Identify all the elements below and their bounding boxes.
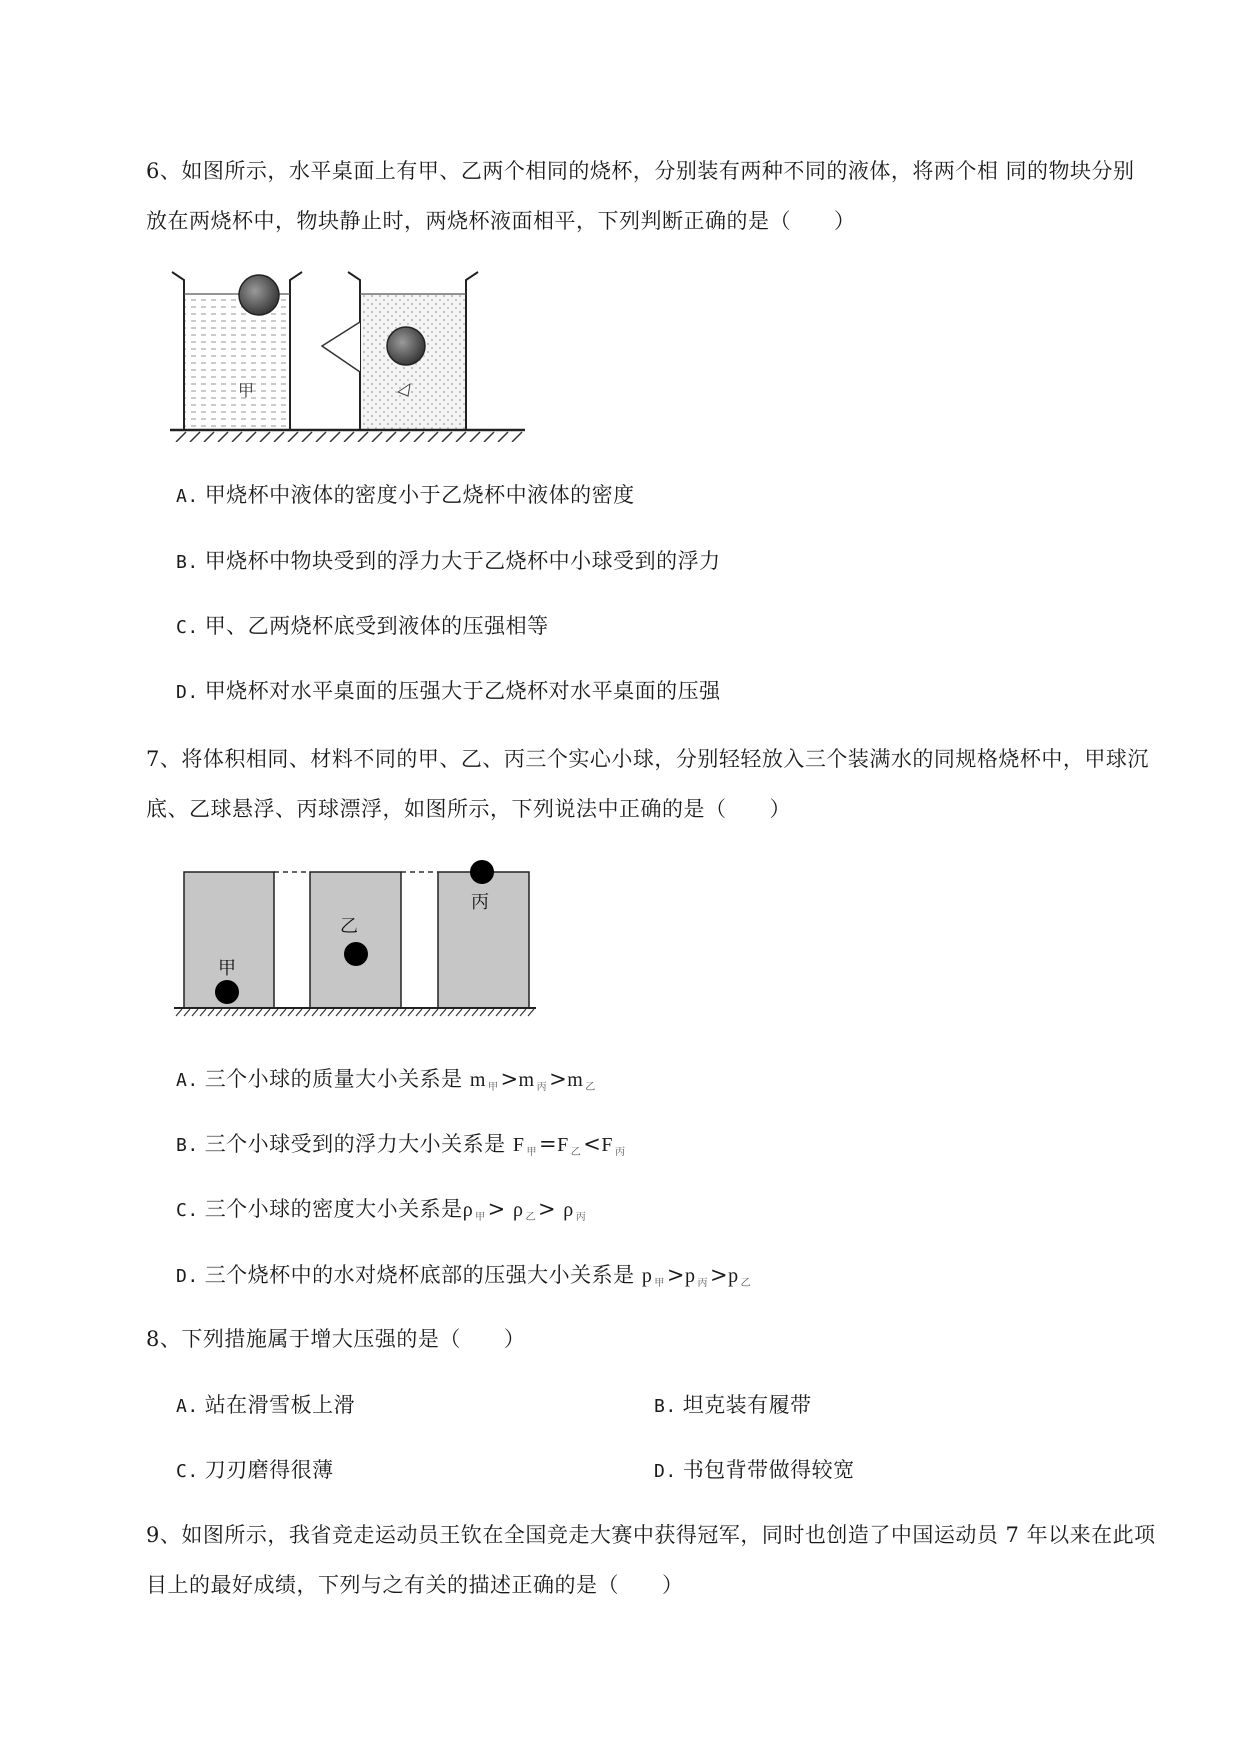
q7-option-b-s1: 甲 (526, 1147, 537, 1158)
q7-option-d[interactable] (176, 1260, 753, 1299)
q8-option-a-label: A. (176, 1396, 199, 1417)
q7-option-a-op2: > (549, 1067, 568, 1091)
q8-option-b[interactable] (654, 1390, 812, 1422)
q6-option-d-text: 甲烧杯对水平桌面的压强大于乙烧杯对水平桌面的压强 (204, 679, 721, 703)
ball-bing-label: 丙 (471, 892, 489, 913)
q7-option-d-s1: 甲 (654, 1278, 665, 1289)
q7-option-b-s2: 乙 (570, 1147, 582, 1158)
q7-option-c-f3: ρ (563, 1199, 574, 1221)
q7-option-c-op1: > (487, 1197, 506, 1221)
q7-option-d-s2: 丙 (697, 1278, 708, 1289)
q7-option-b-f1: F (512, 1134, 525, 1156)
q7-option-d-text: 三个烧杯中的水对烧杯底部的压强大小关系是 (204, 1263, 635, 1287)
q7-option-b-s3: 丙 (614, 1147, 626, 1158)
q7-option-c[interactable] (176, 1194, 588, 1233)
q7-option-b-op1: = (539, 1132, 558, 1156)
q7-option-d-f3: p (728, 1265, 739, 1287)
q8-option-c-label: C. (176, 1461, 199, 1482)
q7-option-a-s1: 甲 (487, 1082, 499, 1093)
table-surface (170, 430, 525, 442)
q7-option-a[interactable] (176, 1064, 598, 1103)
question-7-stem: 7、将体积相同、材料不同的甲、乙、丙三个实心小球，分别轻轻放入三个装满水的同规格烧杯中，甲球沉底、乙球悬浮、丙球漂浮，如图所示，下列说法中正确的是（ ） (146, 747, 1149, 821)
table-surface-7 (174, 1008, 536, 1016)
question-8-stem: 8、下列措施属于增大压强的是（ ） (146, 1327, 526, 1351)
q7-option-d-f1: p (641, 1265, 653, 1287)
q8-option-a[interactable] (176, 1390, 355, 1422)
q7-option-c-s1: 甲 (475, 1212, 486, 1223)
q7-option-c-op2: > (537, 1197, 557, 1221)
q7-option-c-s2: 乙 (525, 1212, 536, 1223)
q6-option-c[interactable] (176, 611, 549, 643)
q7-option-c-f2: ρ (512, 1199, 524, 1221)
q6-option-d[interactable] (176, 676, 721, 708)
q6-option-a-text: 甲烧杯中液体的密度小于乙烧杯中液体的密度 (204, 483, 635, 507)
q7-option-a-text: 三个小球的质量大小关系是 (204, 1067, 463, 1091)
ball-yi (344, 942, 368, 966)
q7-option-a-label: A. (176, 1070, 199, 1091)
q7-option-a-f1: m (469, 1069, 486, 1091)
q6-option-c-label: C. (176, 617, 199, 638)
q6-option-a[interactable] (176, 480, 635, 512)
q8-option-d[interactable] (654, 1455, 855, 1487)
q8-option-a-text: 站在滑雪板上滑 (204, 1393, 356, 1417)
ball-jia (215, 980, 239, 1004)
q6-option-b-label: B. (176, 552, 199, 573)
q7-option-d-label: D. (176, 1266, 199, 1287)
beaker-yi-7 (310, 872, 401, 1008)
q7-option-d-op1: > (666, 1263, 685, 1287)
ball-bing (470, 860, 494, 884)
q7-option-a-op1: > (500, 1067, 519, 1091)
q7-option-b-text: 三个小球受到的浮力大小关系是 (204, 1132, 506, 1156)
beaker-jia (172, 272, 302, 430)
q7-option-d-f2: p (684, 1265, 696, 1287)
q6-option-d-label: D. (176, 682, 199, 703)
q6-option-b-text: 甲烧杯中物块受到的浮力大于乙烧杯中小球受到的浮力 (204, 549, 721, 573)
q7-option-a-s3: 乙 (585, 1082, 596, 1093)
ball-jia-label: 甲 (218, 958, 236, 979)
q6-option-b[interactable] (176, 546, 721, 578)
q8-option-d-text: 书包背带做得较宽 (682, 1458, 855, 1482)
q7-option-a-f3: m (567, 1069, 584, 1091)
q7-option-a-s2: 丙 (536, 1082, 548, 1093)
q7-option-b-op2: < (583, 1132, 602, 1156)
question-6-stem: 6、如图所示，水平桌面上有甲、乙两个相同的烧杯，分别装有两种不同的液体，将两个相 同的物块分别放在两烧杯中，物块静止时，两烧杯液面相平，下列判断正确的是（ ） (146, 159, 1135, 233)
ball-yi-label: 乙 (340, 916, 358, 937)
question-9-stem: 9、如图所示，我省竞走运动员王钦在全国竞走大赛中获得冠军，同时也创造了中国运动员 7 年以来在此项目上的最好成绩，下列与之有关的描述正确的是（ ） (146, 1523, 1156, 1597)
block-yi (387, 327, 425, 365)
q7-option-b-f2: F (557, 1134, 569, 1156)
q7-option-b-label: B. (176, 1135, 199, 1156)
q6-option-c-text: 甲、乙两烧杯底受到液体的压强相等 (204, 614, 549, 638)
q6-option-a-label: A. (176, 486, 199, 507)
q7-option-c-s3: 丙 (575, 1212, 587, 1223)
q7-option-b[interactable] (176, 1129, 627, 1168)
block-jia (239, 275, 279, 315)
q7-option-d-s3: 乙 (740, 1278, 752, 1289)
q7-option-c-text: 三个小球的密度大小关系是 (204, 1197, 463, 1221)
q8-option-c[interactable] (176, 1455, 334, 1487)
q7-option-c-f1: ρ (462, 1199, 474, 1221)
question-6-figure (170, 262, 536, 442)
q8-option-b-text: 坦克装有履带 (682, 1393, 812, 1417)
q7-option-d-op2: > (709, 1263, 729, 1287)
q7-option-c-label: C. (176, 1200, 199, 1221)
q7-option-a-f2: m (518, 1069, 535, 1091)
q8-option-d-label: D. (654, 1461, 677, 1482)
question-7-figure (174, 852, 540, 1018)
beaker-jia-label: 甲 (238, 381, 255, 400)
q8-option-b-label: B. (654, 1396, 677, 1417)
q7-option-b-f3: F (601, 1134, 613, 1156)
q8-option-c-text: 刀刃磨得很薄 (204, 1458, 334, 1482)
